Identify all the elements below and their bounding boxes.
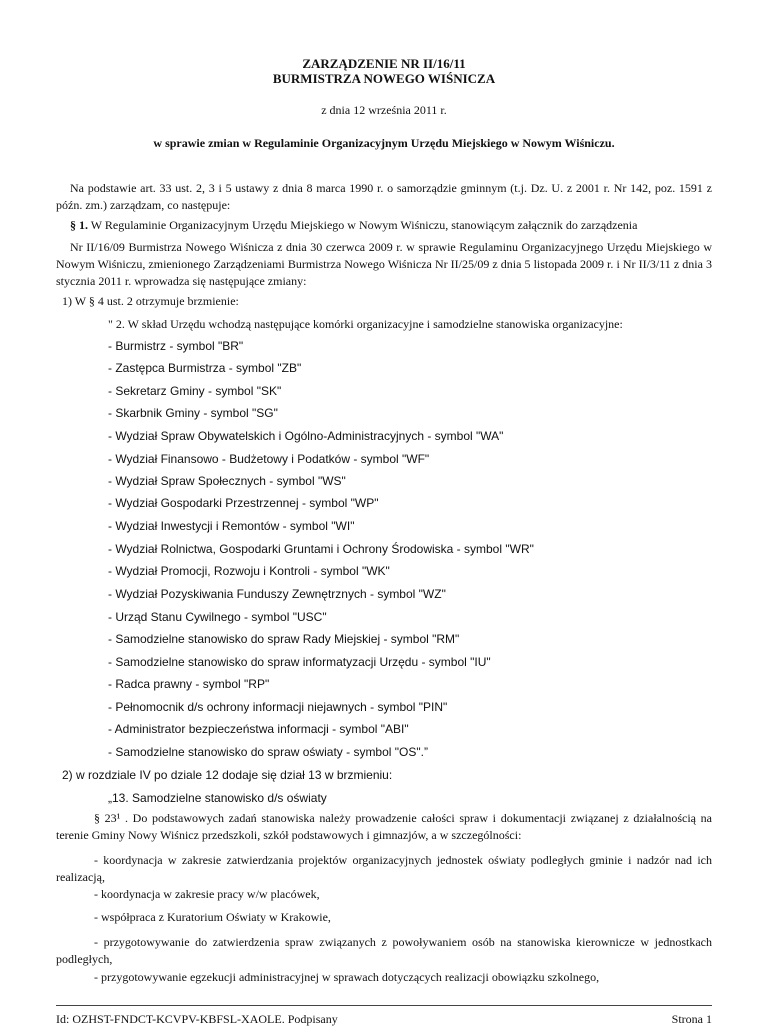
list-item: - przygotowywanie egzekucji administracyjnej w sprawach dotyczących realizacji obowiązku szkolnego,: [94, 970, 600, 984]
document-subject: w sprawie zmian w Regulaminie Organizacyjnym Urzędu Miejskiego w Nowym Wiśniczu.: [153, 136, 615, 150]
list-item: - Sekretarz Gminy - symbol "SK": [108, 384, 282, 398]
paragraph-23-1: § 23¹ . Do podstawowych zadań stanowiska należy prowadzenie całości spraw i dokumentacji związanej z działalnością na terenie Gminy Nowy Wiśnicz przedszkoli, szkół podstawowych i gimnazjów, a w szczególności:: [56, 811, 712, 842]
list-item: - koordynacja w zakresie zatwierdzania projektów organizacyjnych jednostek oświaty podległych gminie i nadzór nad ich realizacją,: [56, 853, 712, 884]
list-item: - koordynacja w zakresie pracy w/w placówek,: [94, 887, 320, 901]
list-item: - Burmistrz - symbol "BR": [108, 339, 244, 353]
list-item: - Wydział Gospodarki Przestrzennej - symbol "WP": [108, 496, 379, 510]
list-item: - Pełnomocnik d/s ochrony informacji niejawnych - symbol "PIN": [108, 700, 448, 714]
list-item: - Radca prawny - symbol "RP": [108, 677, 270, 691]
document-title-line1: ZARZĄDZENIE NR II/16/11: [302, 56, 466, 71]
list-item: - Skarbnik Gminy - symbol "SG": [108, 406, 278, 420]
point2: 2) w rozdziale IV po dziale 12 dodaje się dział 13 w brzmieniu:: [62, 768, 393, 782]
document-title-line2: BURMISTRZA NOWEGO WIŚNICZA: [272, 71, 496, 86]
list-item: - Samodzielne stanowisko do spraw oświaty - symbol "OS".”: [108, 745, 428, 759]
list-item: - Wydział Finansowo - Budżetowy i Podatków - symbol "WF": [108, 452, 430, 466]
list-item: - Wydział Rolnictwa, Gospodarki Gruntami i Ochrony Środowiska - symbol "WR": [108, 542, 534, 556]
list-item: - współpraca z Kuratorium Oświaty w Krakowie,: [94, 910, 331, 924]
list-item: - Samodzielne stanowisko do spraw informatyzacji Urzędu - symbol "IU": [108, 655, 491, 669]
section1-continuation: Nr II/16/09 Burmistrza Nowego Wiśnicza z dnia 30 czerwca 2009 r. w sprawie Regulaminu Organizacyjnego Urzędu Miejskiego w Nowym Wiśniczu, zmienionego Zarządzeniami Burmistrza Nowego Wiśnicza Nr II/25/09 z dnia 5 listopada 2009 r. i Nr II/3/11 z dnia 3 stycznia 2011 r. wprowadza się następujące zmiany:: [56, 240, 712, 288]
point2-heading: „13. Samodzielne stanowisko d/s oświaty: [108, 791, 327, 805]
list-item: - Wydział Inwestycji i Remontów - symbol "WI": [108, 519, 355, 533]
section1-first-line: [70, 218, 637, 233]
intro-paragraph: Na podstawie art. 33 ust. 2, 3 i 5 ustawy z dnia 8 marca 1990 r. o samorządzie gminnym (t.j. Dz. U. z 2001 r. Nr 142, poz. 1591 z późn. zm.) zarządzam, co następuje:: [56, 181, 712, 212]
list-item: - Wydział Spraw Społecznych - symbol "WS": [108, 474, 346, 488]
list-item: - Wydział Promocji, Rozwoju i Kontroli - symbol "WK": [108, 564, 390, 578]
footer-document-id: Id: OZHST-FNDCT-KCVPV-KBFSL-XAOLE. Podpisany: [56, 1012, 338, 1026]
document-date: z dnia 12 września 2011 r.: [321, 103, 447, 117]
footer-divider: [56, 1005, 712, 1006]
point1: 1) W § 4 ust. 2 otrzymuje brzmienie:: [62, 294, 239, 308]
footer-page-number: Strona 1: [671, 1012, 712, 1026]
list-item: - Administrator bezpieczeństwa informacji - symbol "ABI": [108, 722, 409, 736]
list-item: - Urząd Stanu Cywilnego - symbol "USC": [108, 610, 327, 624]
section1-label: § 1.: [70, 218, 88, 232]
section1-text: W Regulaminie Organizacyjnym Urzędu Miejskiego w Nowym Wiśniczu, stanowiącym załącznik do zarządzenia: [88, 218, 638, 232]
list-item: - Wydział Spraw Obywatelskich i Ogólno-Administracyjnych - symbol "WA": [108, 429, 504, 443]
list-item: - Wydział Pozyskiwania Funduszy Zewnętrznych - symbol "WZ": [108, 587, 446, 601]
list-item: - przygotowywanie do zatwierdzenia spraw związanych z powoływaniem osób na stanowiska kierownicze w jednostkach podległych,: [56, 935, 712, 966]
list-item: - Zastępca Burmistrza - symbol "ZB": [108, 361, 302, 375]
list-item: - Samodzielne stanowisko do spraw Rady Miejskiej - symbol "RM": [108, 632, 460, 646]
point1-quote: " 2. W skład Urzędu wchodzą następujące komórki organizacyjne i samodzielne stanowiska organizacyjne:: [108, 317, 623, 331]
